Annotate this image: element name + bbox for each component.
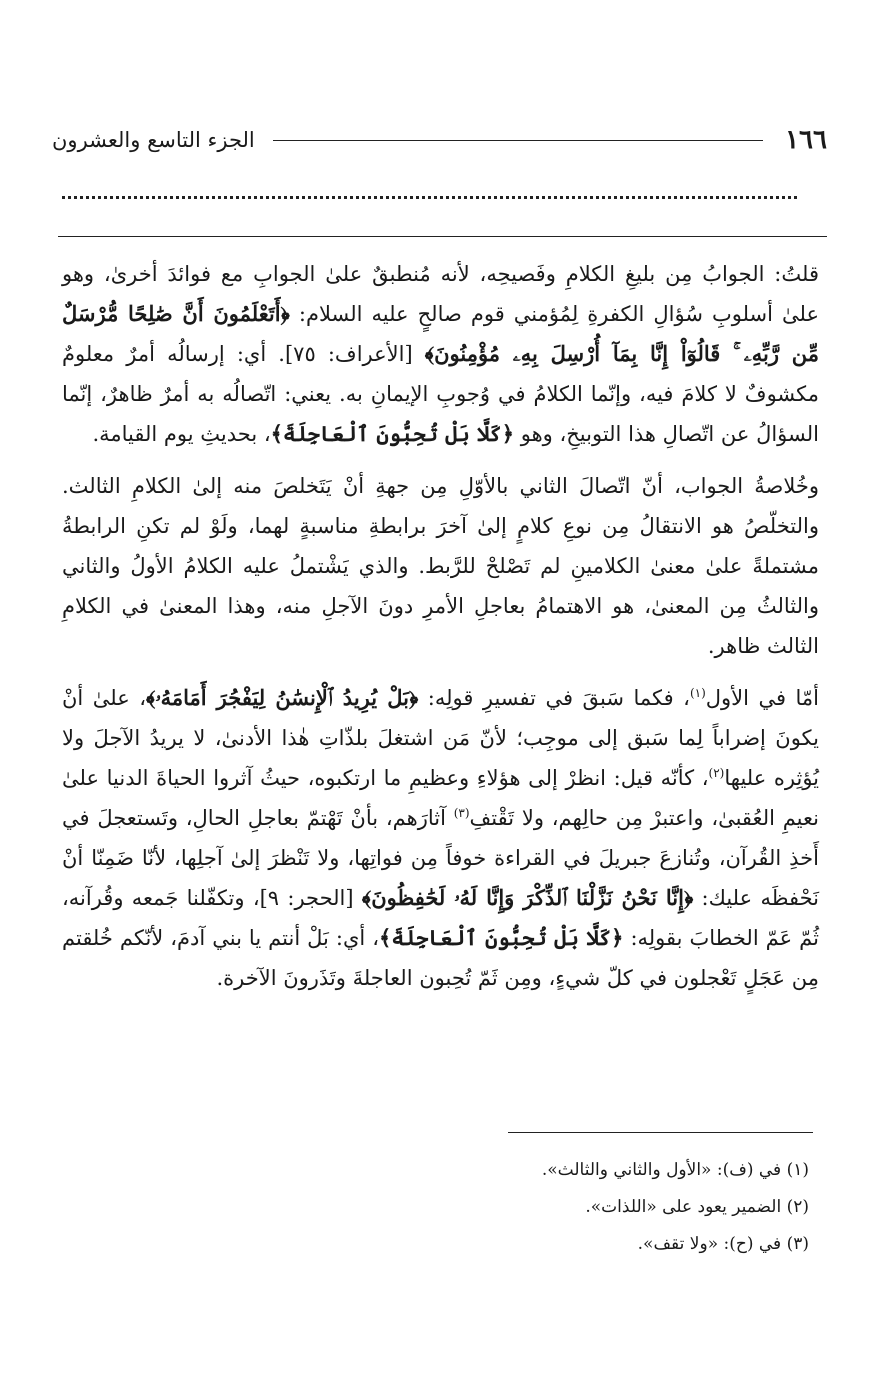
page-header [52, 120, 827, 160]
volume-title: الجزء التاسع والعشرون [52, 128, 255, 152]
text-run: ، بحديثِ يوم القيامة. [92, 422, 271, 446]
footnote-ref[interactable]: (١) [689, 686, 706, 700]
top-divider [58, 236, 827, 237]
text-run: [الحجر: ٩]، وتكفّلنا جَمعه وقُرآنه، ثُمّ عَمّ الخطابَ بقولِه: [62, 886, 819, 950]
quran-verse: ﴿كَلَّا بَلْ تُحِبُّونَ ٱلْعَاجِلَةَ﴾ [379, 925, 624, 950]
text-run: ، فكما سَبقَ في تفسيرِ قولِه: [418, 686, 690, 710]
footnote-ref[interactable]: (٣) [453, 806, 470, 820]
footnote-divider [508, 1132, 813, 1133]
footnote-3: (٣) في (ح): «ولا تقف». [637, 1234, 809, 1254]
text-run: ، علىٰ أنْ يكونَ إضراباً لِما سَبق إلى موجِب؛ لأنّ مَن اشتغلَ بلذّاتِ هٰذا الأدنىٰ، لا يريدُ الآجلَ ولا يُؤثِره عليها [62, 686, 820, 790]
text-run: قلتُ: الجوابُ مِن بليغِ الكلامِ وفَصيحِه، لأنه مُنطبقٌ علىٰ الجوابِ مع فوائدَ أخرىٰ، وهو علىٰ أسلوبِ سُؤالِ الكفرةِ لِمُؤمني قوم صالحٍ عليه السلام: [62, 262, 819, 326]
paragraph-1 [62, 254, 819, 454]
quran-verse: ﴿أَتَعْلَمُونَ أَنَّ صَٰلِحًا مُّرْسَلٌ مِّن رَّبِّهِۦ ۚ قَالُوٓاْ إِنَّا بِمَآ أُرْسِلَ بِهِۦ مُؤْمِنُونَ﴾ [62, 301, 819, 366]
quran-verse: ﴿كَلَّا بَلْ تُحِبُّونَ ٱلْعَاجِلَةَ﴾ [270, 421, 515, 446]
page-number: ١٦٦ [785, 125, 827, 155]
dotted-separator [62, 196, 797, 203]
text-run: [الأعراف: ٧٥]. أي: إرسالُه أمرٌ معلومٌ مكشوفٌ لا كلامَ فيه، وإنّما الكلامُ في وُجوبِ الإيمانِ به. يعني: اتّصالُه به أمرٌ ظاهرٌ، إنّما السؤالُ عن اتّصالِ هذا التوبيخِ، وهو [62, 342, 819, 446]
header-rule [273, 140, 763, 141]
paragraph-2: وخُلاصةُ الجواب، أنّ اتّصالَ الثاني بالأوّلِ مِن جهةِ أنْ يَتَخلصَ منه إلىٰ الكلامِ الثالث. والتخلّصُ هو الانتقالُ مِن نوعِ كلامٍ إلىٰ آخرَ برابطةِ مناسبةٍ لهما، ولَوْ لم تكنِ الرابطةُ مشتملةً علىٰ معنىٰ الكلامينِ لم تَصْلحْ للرَّبط. والذي يَشْتملُ عليه الكلامُ الأولُ والثاني والثالثُ مِن المعنىٰ، هو الاهتمامُ بعاجلِ الأمرِ دونَ الآجلِ منه، وهذا المعنىٰ في الكلامِ الثالث ظاهر. [62, 474, 819, 658]
text-run: أمّا في الأول [705, 686, 819, 710]
footnote-2: (٢) الضمير يعود على «اللذات». [585, 1197, 809, 1217]
text-run: آثارَهم، بأنْ تَهْتمّ بعاجلِ الحالِ، وتَستعجلَ في أَخذِ القُرآن، وتُنازعَ جبريلَ في القراءة خوفاً مِن فواتِها، ولا تَنْظرَ إلىٰ آجلِها، لأنّا ضَمِنّا أنْ نَحْفظَه عليك: [62, 806, 819, 910]
quran-verse: ﴿بَلْ يُرِيدُ ٱلْإِنسَٰنُ لِيَفْجُرَ أَمَامَهُۥ﴾ [146, 685, 419, 710]
quran-verse: ﴿إِنَّا نَحْنُ نَزَّلْنَا ٱلذِّكْرَ وَإِنَّا لَهُۥ لَحَٰفِظُونَ﴾ [361, 885, 694, 910]
paragraph-3 [62, 678, 819, 998]
footnote-ref[interactable]: (٢) [708, 766, 725, 780]
text-run: ، أي: بَلْ أنتم يا بني آدمَ، لأنّكم خُلقتم مِن عَجَلٍ تَعْجلون في كلّ شيءٍ، ومِن ثَمّ تُحِبون العاجلةَ وتَذَرونَ الآخرة. [62, 926, 819, 990]
text-run: ، كأنّه قيل: انظرْ إلى هؤلاءِ وعظيمِ ما ارتكبوه، حيثُ آثروا الحياةَ الدنيا علىٰ نعيمِ العُقبىٰ، واعتبرْ مِن حالِهم، ولا تَقْتفِ [62, 766, 819, 830]
footnotes [62, 1152, 809, 1263]
main-text [62, 254, 819, 1010]
footnote-1: (١) في (ف): «الأول والثاني والثالث». [541, 1160, 809, 1180]
